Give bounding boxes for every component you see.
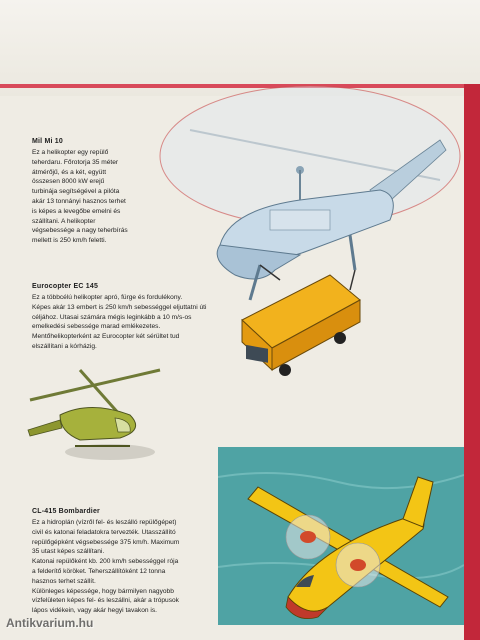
body-line: Ez a hidroplán (vízről fel- és leszálló repülőgépet): [32, 519, 177, 526]
body-line: akár 13 tonnányi hasznos terhet: [32, 197, 126, 205]
body-line: emelkedési sebessége marad emlékezetes.: [32, 323, 161, 331]
body-line: Ez a helikopter egy repülő: [32, 149, 109, 156]
body-line: teherdaru. Főrotorja 35 méter: [32, 158, 119, 166]
bus-cargo: [242, 265, 360, 376]
body-line: szállítani. A helikopter: [32, 217, 96, 225]
body-line: átmérőjű, és a két, együtt: [32, 168, 107, 176]
body-line: is képes a levegőbe emelni és: [32, 207, 121, 215]
cl415-section: [32, 508, 214, 616]
body-line: végsebessége a nagy teherbírás: [32, 227, 128, 235]
body-line: Különleges képessége, hogy bármilyen nagyobb: [32, 587, 174, 595]
section-body: [32, 518, 214, 616]
section-title: Eurocopter EC 145: [32, 283, 99, 290]
body-line: Képes akár 13 embert is 250 km/h sebességgel eljuttatni úti: [32, 303, 207, 311]
body-line: Mentőhelikopterként az Eurocopter két sérültet tud: [32, 333, 180, 341]
body-line: lápos vidékein, vagy akár hegyi tavakon is.: [32, 607, 157, 615]
cl415-seaplane-illustration: [218, 447, 464, 625]
body-line: mellett is 250 km/h feletti.: [32, 237, 107, 245]
body-line: Ez a többcélú helikopter apró, fürge és fordulékony.: [32, 294, 183, 301]
mi10-helicopter-illustration: [150, 70, 470, 390]
body-line: összesen 8000 kW erejű: [32, 178, 105, 186]
ec145-helicopter-illustration: [20, 360, 170, 470]
watermark: Antikvarium.hu: [6, 616, 94, 630]
body-line: civil és katonai feladatokra tervezték. Utasszállító: [32, 528, 176, 536]
body-line: céljához. Utasai számára mégis leginkább a 10 m/s-os: [32, 313, 192, 321]
body-line: repülőgépként végsebessége 375 km/h. Maximum: [32, 538, 180, 546]
section-title: Mil Mi 10: [32, 138, 63, 145]
body-line: turbinája segítségével a pilóta: [32, 188, 120, 196]
section-title: CL-415 Bombardier: [32, 508, 100, 515]
body-line: hasznos terhet szállít.: [32, 577, 96, 585]
body-line: a felderítő köröket. Teherszállítóként 12 tonna: [32, 567, 166, 575]
body-line: 35 utast képes szállítani.: [32, 548, 105, 556]
body-line: elszállítani a kórházig.: [32, 342, 97, 350]
body-line: vízfelületen képes fel- és leszállni, akár a trópusok: [32, 597, 179, 605]
body-line: Katonai repülőként kb. 200 km/h sebességgel rója: [32, 558, 179, 566]
